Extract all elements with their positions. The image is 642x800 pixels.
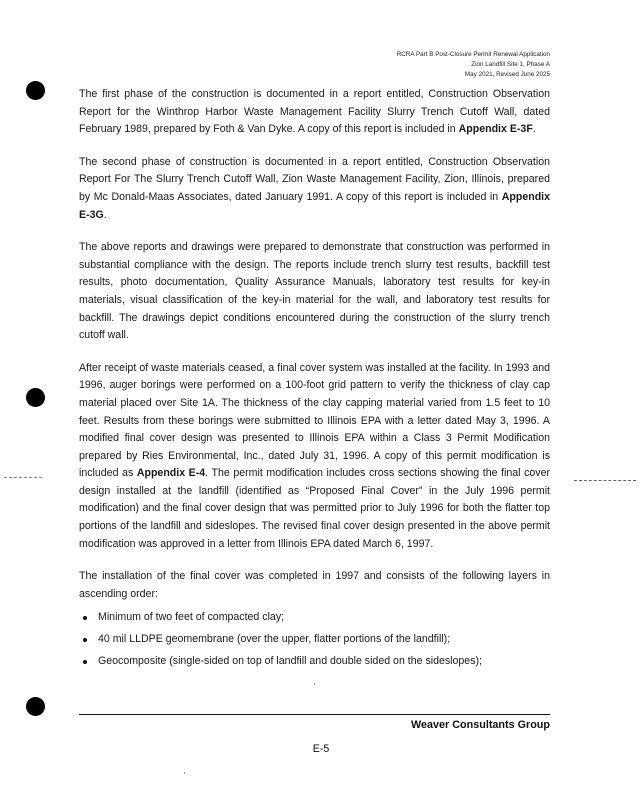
cover-layers-list (79, 609, 550, 670)
page-header (397, 50, 550, 80)
header-line-3: May 2021, Revised June 2025 (464, 71, 550, 78)
header-line-2: Zion Landfill Site 1, Phase A (471, 61, 550, 68)
binder-hole-middle (26, 388, 45, 407)
bullet-icon (83, 660, 87, 664)
page-number: E-5 (312, 743, 330, 755)
list-item: Minimum of two feet of compacted clay; (79, 609, 550, 627)
scan-speck (314, 683, 315, 685)
paragraph-3: The above reports and drawings were prepared to demonstrate that construction was performed in substantial compliance with the design. The reports include trench slurry test results, backfill test results, photo documentation, Quality Assurance Manuals, laboratory test results for key-in materials, visual classification of the key-in material for the wall, and laboratory test results for backfill. The drawings depict conditions encountered during the construction of the slurry trench cutoff wall. (79, 241, 550, 342)
bullet-icon (83, 638, 87, 642)
appendix-reference: Appendix E-3F (458, 123, 533, 136)
header-line-1: RCRA Part B Post-Closure Permit Renewal Application (396, 51, 550, 58)
footer-company: Weaver Consultants Group (411, 719, 550, 731)
paragraph-5: The installation of the final cover was completed in 1997 and consists of the following layers in ascending order: (79, 570, 550, 600)
fold-mark-right (574, 480, 636, 481)
paragraph-1: The first phase of the construction is documented in a report entitled, Construction Observation Report for the Winthrop Harbor Waste Management Facility Slurry Trench Cutoff Wall, dated February 1989, prepared by Foth & Van Dyke. A copy of this report is included in Appendix E-3F. (79, 88, 550, 136)
scan-speck (184, 772, 185, 774)
body-text (79, 86, 550, 674)
appendix-reference: Appendix E-3G (79, 190, 550, 221)
fold-mark-left (4, 477, 42, 478)
list-item: 40 mil LLDPE geomembrane (over the upper, flatter portions of the landfill); (79, 631, 550, 649)
paragraph-4: After receipt of waste materials ceased, a final cover system was installed at the facility. In 1993 and 1996, auger borings were performed on a 100-foot grid pattern to verify the thickness of clay cap material placed over Site 1A. The thickness of the clay capping material varied from 1.5 feet to 10 feet. Results from these borings were submitted to Illinois EPA with a letter dated May 3, 1996. A modified final cover design was presented to Illinois EPA within a Class 3 Permit Modification prepared by Ries Environmental, Inc., dated July 31, 1996. A copy of this permit modification is included as Appendix E-4. The permit modification includes cross sections showing the final cover design installed at the landfill (identified as “Proposed Final Cover” in the July 1996 permit modification) and the final cover design that was permitted prior to July 1996 for both the flatter top portions of the landfill and sideslopes. The revised final cover design presented in the above permit modification was approved in a letter from Illinois EPA dated March 6, 1997. (79, 361, 550, 550)
bullet-icon (83, 616, 87, 620)
binder-hole-bottom (26, 697, 45, 716)
list-item: Geocomposite (single-sided on top of landfill and double sided on the sideslopes); (79, 653, 550, 671)
footer-divider (79, 714, 550, 715)
paragraph-2: The second phase of construction is documented in a report entitled, Construction Observation Report For The Slurry Trench Cutoff Wall, Zion Waste Management Facility, Zion, Illinois, prepared by Mc Donald-Maas Associates, dated January 1991. A copy of this report is included in Appendix E-3G. (79, 155, 550, 221)
binder-hole-top (26, 81, 45, 100)
appendix-reference: Appendix E-4 (136, 467, 206, 480)
